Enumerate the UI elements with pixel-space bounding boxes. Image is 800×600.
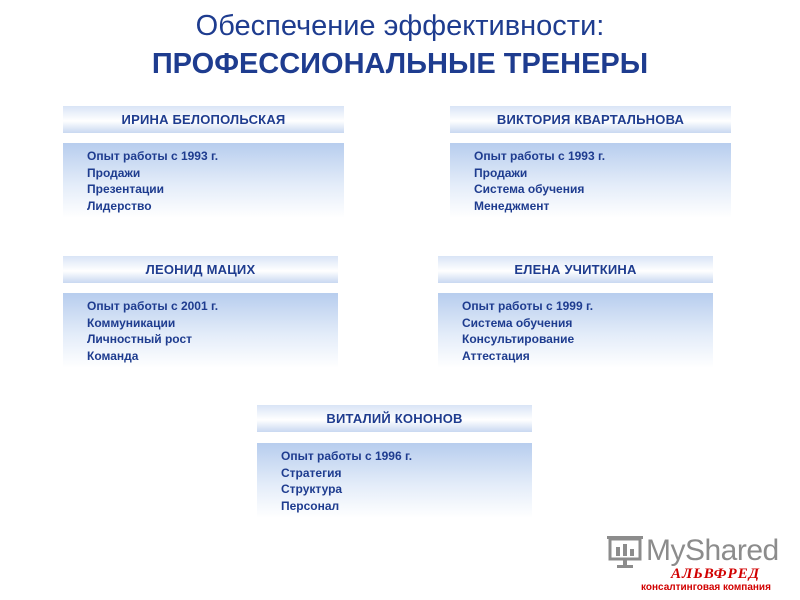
trainer-experience: Опыт работы с 2001 г. [87, 299, 219, 313]
trainer-skill: Персонал [281, 498, 340, 513]
trainer-experience: Опыт работы с 1999 г. [462, 299, 594, 313]
trainer-skill: Личностный рост [87, 332, 192, 346]
trainer-name-bar: ЕЛЕНА УЧИТКИНА [438, 256, 713, 283]
trainer-skill: Стратегия [281, 465, 342, 480]
trainer-skill: Команда [87, 348, 139, 363]
page-subtitle: ПРОФЕССИОНАЛЬНЫЕ ТРЕНЕРЫ [151, 48, 649, 80]
trainer-info-box [438, 293, 713, 368]
watermark-text: MyShared [646, 534, 779, 567]
page-title: Обеспечение эффективности: [195, 10, 605, 42]
trainer-skill: Менеджмент [474, 198, 550, 213]
trainer-skill: Лидерство [87, 198, 152, 213]
trainer-skill: Презентации [87, 182, 165, 196]
trainer-skill: Консультирование [462, 332, 575, 346]
trainer-info-box [63, 143, 344, 218]
trainer-experience: Опыт работы с 1996 г. [281, 449, 413, 463]
presentation-board-icon [605, 533, 645, 569]
trainer-skill: Продажи [474, 165, 528, 180]
company-name: АЛЬВФРЕД [671, 566, 760, 582]
trainer-name-bar: ИРИНА БЕЛОПОЛЬСКАЯ [63, 106, 344, 133]
trainer-name-bar: ВИКТОРИЯ КВАРТАЛЬНОВА [450, 106, 731, 133]
trainer-skill: Продажи [87, 165, 141, 180]
trainer-experience: Опыт работы с 1993 г. [474, 149, 606, 163]
trainer-skill: Структура [281, 482, 343, 496]
trainer-skill: Коммуникации [87, 315, 176, 330]
trainer-name-bar: ВИТАЛИЙ КОНОНОВ [257, 405, 532, 432]
trainer-experience: Опыт работы с 1993 г. [87, 149, 219, 163]
trainer-skill: Аттестация [462, 348, 530, 363]
company-logo [605, 528, 779, 593]
trainer-skill: Система обучения [462, 315, 573, 330]
trainer-info-box [257, 443, 532, 518]
trainer-skill: Система обучения [474, 182, 585, 196]
trainer-info-box [450, 143, 731, 218]
trainer-info-box [63, 293, 338, 368]
trainer-name-bar: ЛЕОНИД МАЦИХ [63, 256, 338, 283]
company-tagline: консалтинговая компания [641, 582, 771, 593]
